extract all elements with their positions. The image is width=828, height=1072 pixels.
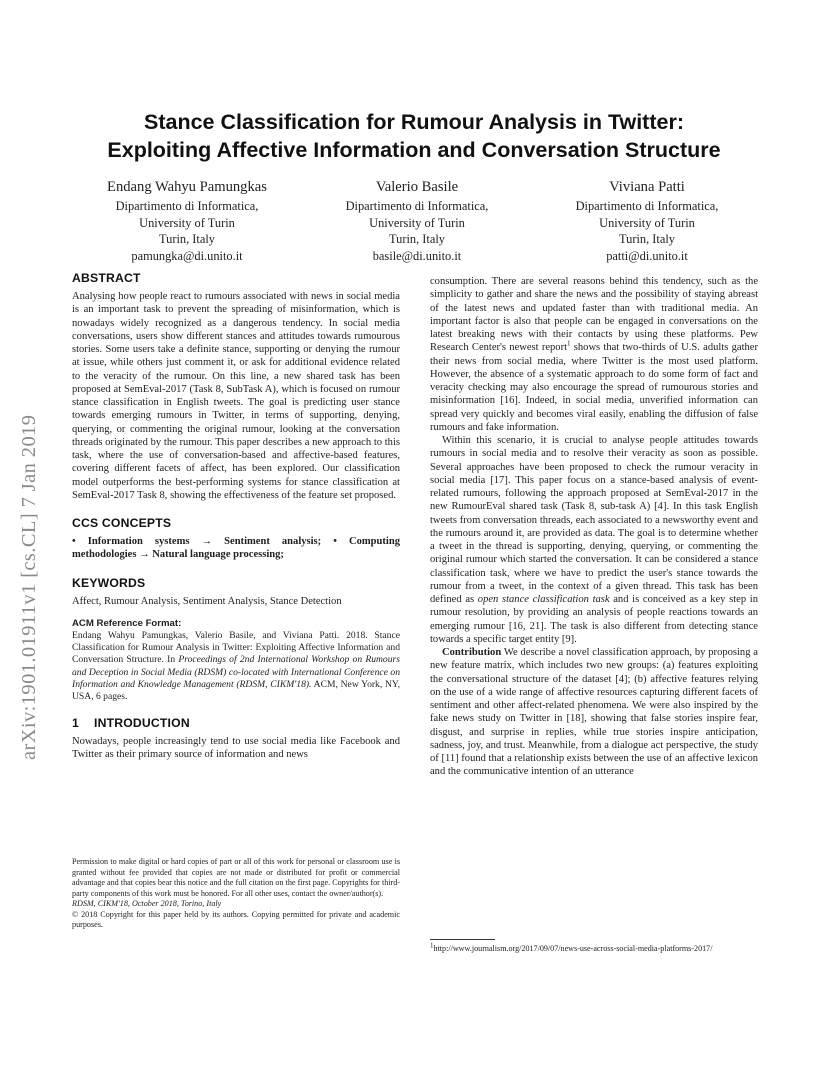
author-dept: Dipartimento di Informatica, [115, 199, 259, 213]
p3-text: We describe a novel classification approach, by proposing a new feature matrix, which includes two new groups: (a) features exploiting the conversational structure of the dataset [4]; (b) affective features relying on the use of a wide range of affective resources capturing different facets of sentiment and other affect-related phenomena. We were also inspired by the fake news study on Twitter in [18], showing that false stories inspire fear, disgust, and surprise in replies, while true stories inspire anticipation, sadness, joy, and trust. Meanwhile, from a dialogue act perspective, the study of [11] found that a relationship exists between the use of an affective lexicon and the communicative intention of an utterance [430, 647, 758, 778]
footnote-mark[interactable]: 1 [567, 339, 571, 348]
ccs-text: • Information systems → Sentiment analysis; • Computing methodologies → Natural language processing; [72, 536, 400, 561]
title-line-2: Exploiting Affective Information and Conversation Structure [107, 138, 721, 162]
paragraph-3 [430, 646, 758, 779]
p2-emphasis: open stance classification task [477, 594, 610, 605]
author-3 [532, 178, 762, 264]
author-city: Turin, Italy [619, 232, 675, 247]
intro-text: Nowadays, people increasingly tend to use social media like Facebook and Twitter as their primary source of information and news [72, 735, 400, 760]
p2-text-a: Within this scenario, it is crucial to analyse people attitudes towards rumours in social media and to resolve their veracity as soon as possible. Several approaches have been proposed to check the rumour veracity in social media [17]. This paper focus on a stance-based analysis of event-related rumours, following the approach proposed at SemEval-2017 in the new RumourEval shared task (Task 8, sub-task A) [4]. In this task English tweets from conversation threads, each associated to a newsworthy event and the rumours around it, are provided as data. The goal is to determine whether a tweet in the thread is supporting, denying, querying, or commenting the original rumour which started the conversation. It can be considered a stance classification task, where we have to predict the user's stance towards the rumour from a tweet, in the context of a given thread. This task has been defined as [430, 435, 758, 605]
author-name: Valerio Basile [375, 179, 459, 195]
acm-ref-text [72, 630, 400, 704]
copyright-line: © 2018 Copyright for this paper held by its authors. Copying permitted for private and academic purposes. [72, 909, 400, 929]
footnote-rule [430, 939, 495, 940]
left-column [72, 271, 400, 761]
footnote-url[interactable]: http://www.journalism.org/2017/09/07/news-use-across-social-media-platforms-2017/ [433, 944, 713, 953]
author-univ: University of Turin [599, 215, 695, 230]
permission-text: Permission to make digital or hard copies of part or all of this work for personal or classroom use is granted without fee provided that copies are not made or distributed for profit or commercial advantage and that copies bear this notice and the full citation on the first page. Copyrights for third-party components of this work must be honored. For all other uses, contact the owner/author(s). [72, 857, 400, 898]
paper-title [60, 108, 768, 164]
author-email[interactable]: pamungka@di.unito.it [131, 248, 243, 263]
arxiv-id[interactable]: arXiv:1901.01911v1 [cs.CL] 7 Jan 2019 [18, 414, 40, 760]
permission-block [72, 857, 400, 931]
author-email[interactable]: basile@di.unito.it [372, 248, 462, 263]
keywords-heading: KEYWORDS [72, 575, 146, 590]
author-2 [302, 178, 532, 264]
right-column [430, 275, 758, 779]
contribution-lead: Contribution [442, 647, 502, 658]
paragraph-1 [430, 275, 758, 434]
p1-text-a: consumption. There are several reasons behind this tendency, such as the simplicity to gather and share the news and the possibility of staying abreast of the latest news and updated faster than with traditional media. An important factor is also that people can be engaged in conversations on the latest breaking news with their contacts by using these platforms. Pew Research Center's newest report [430, 276, 758, 354]
arxiv-stamp [14, 300, 48, 760]
intro-number: 1 [72, 715, 79, 730]
author-dept: Dipartimento di Informatica, [575, 199, 719, 213]
venue-line: RDSM, CIKM'18, October 2018, Torino, Italy [72, 899, 222, 908]
author-univ: University of Turin [369, 215, 465, 230]
p1-text-b: shows that two-thirds of U.S. adults gather their news from social media, where Twitter is the most used platform. However, the absence of a systematic approach to do some form of fact and veracity checking may also encourage the spread of rumourous stories and misinformation [16]. Indeed, in social media, unverified information can spread very quickly and becomes viral easily, enabling the diffusion of false rumours and fake information. [430, 342, 758, 433]
author-1 [72, 178, 302, 264]
intro-title: INTRODUCTION [94, 715, 190, 730]
intro-heading [72, 716, 400, 731]
author-univ: University of Turin [139, 215, 235, 230]
acm-ref-end: ACM, New York, NY, USA, 6 pages. [72, 678, 400, 703]
footnote [430, 941, 770, 954]
author-city: Turin, Italy [389, 232, 445, 247]
author-city: Turin, Italy [159, 232, 215, 247]
author-block [72, 178, 762, 264]
acm-ref-heading: ACM Reference Format: [72, 617, 182, 629]
abstract-heading: ABSTRACT [72, 271, 141, 285]
acm-ref-venue: Proceedings of 2nd International Workshop on Rumours and Deception in Social Media (RDSM) co-located with International Conference on Information and Knowledge Management (RDSM, CIKM'18). [72, 654, 400, 690]
acm-ref-plain: Endang Wahyu Pamungkas, Valerio Basile, and Viviana Patti. 2018. Stance Classification for Rumour Analysis in Twitter: Exploiting Affective Information and Conversation Structure. In [72, 629, 400, 666]
p2-text-b: and is conceived as a key step in rumour resolution, by providing an analysis of people reactions towards an emerging rumour [16, 21]. The task is also different from detecting stance towards a specific target entity [9]. [430, 594, 758, 645]
author-email[interactable]: patti@di.unito.it [606, 248, 688, 263]
author-name: Endang Wahyu Pamungkas [107, 179, 267, 195]
paragraph-2 [430, 434, 758, 646]
keywords-text: Affect, Rumour Analysis, Sentiment Analysis, Stance Detection [72, 595, 342, 607]
title-line-1: Stance Classification for Rumour Analysis in Twitter: [144, 110, 684, 134]
author-dept: Dipartimento di Informatica, [345, 199, 489, 213]
ccs-heading: CCS CONCEPTS [72, 516, 172, 530]
footnote-number: 1 [430, 941, 434, 950]
author-name: Viviana Patti [609, 179, 685, 195]
abstract-text: Analysing how people react to rumours associated with news in social media is an important task to prevent the spreading of misinformation, which is nowadays widely recognized as a dangerous tendency. In social media conversations, users show different stances and attitudes towards rumourous stories. Some users take a definite stance, supporting or denying the rumour at issue, while others just comment it, or ask for additional evidence related to the veracity of the rumour. On this line, a new shared task has been proposed at SemEval-2017 (Task 8, SubTask A), which is focused on rumour stance classification in English tweets. The goal is predicting user stance towards emerging rumours in Twitter, in terms of supporting, denying, querying, or commenting the original rumour, looking at the conversation threads originated by the rumour. This paper describes a new approach to this task, where the use of conversation-based and affective-based features, covering different facets of affect, has been explored. Our classification model outperforms the best-performing systems for stance classification at SemEval-2017 Task 8, showing the effectiveness of the feature set proposed. [72, 291, 400, 501]
